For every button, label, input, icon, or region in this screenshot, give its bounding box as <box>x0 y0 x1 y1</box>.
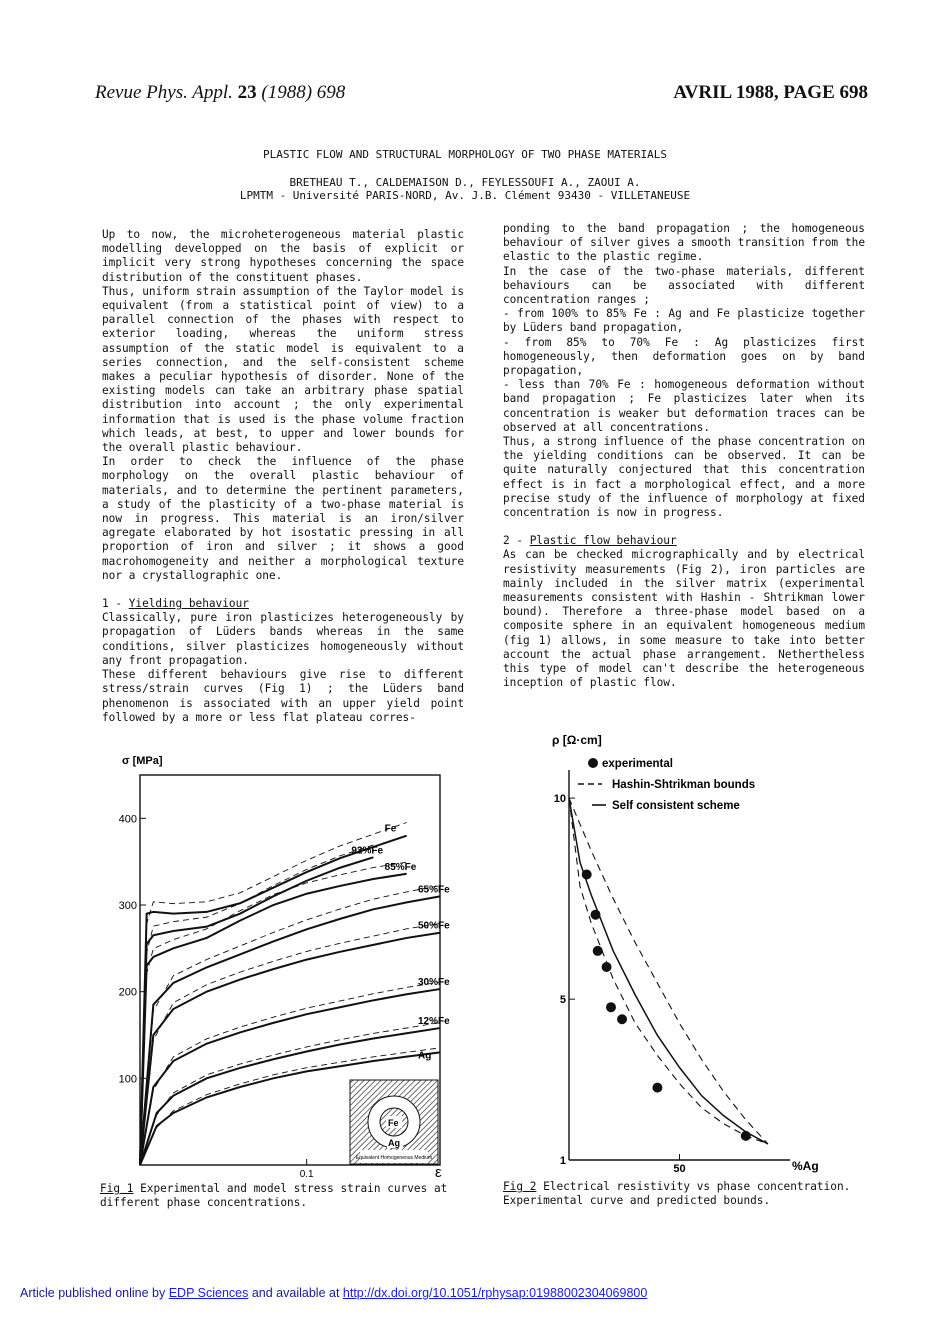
fig1-series-label: 65%Fe <box>418 884 450 896</box>
paragraph: In the case of the two-phase materials, different behaviours can be associated with different concentration ranges ; <box>503 264 865 307</box>
paragraph: Thus, a strong influence of the phase concentration on the yielding conditions can be observed. It can be quite naturally conjectured that this concentration effect is in fact a morphological effect, and a more precise study of the influence of morphology at fixed concentration is now in progress. <box>503 435 865 520</box>
fig2-y-axis-label: ρ [Ω·cm] <box>552 733 602 747</box>
paragraph: - from 85% to 70% Fe : Ag plasticizes first homogeneously, then deformation goes on by band propagation, <box>503 335 865 378</box>
fig1-series-label: 30%Fe <box>418 977 450 989</box>
fig2-y-tick-label: 10 <box>553 793 566 806</box>
paragraph: Up to now, the microheterogeneous material plastic modelling developped on the basis of explicit or implicit very strong hypotheses concerning the space distribution of the constituent phases. <box>102 228 464 284</box>
fig2-y-tick-label: 1 <box>559 1155 566 1167</box>
fig1-x-axis-label: ε <box>435 1164 442 1180</box>
journal-citation <box>95 82 345 104</box>
figure-1-caption: Fig 1 Experimental and model stress strain curves at different phase concentrations. <box>100 1182 448 1210</box>
paper-affiliation: LPMTM - Université PARIS-NORD, Av. J.B. Clément 93430 - VILLETANEUSE <box>239 189 691 202</box>
paper-authors: BRETHEAU T., CALDEMAISON D., FEYLESSOUFI A., ZAOUI A. <box>289 176 641 189</box>
fig2-data-point <box>741 1131 751 1141</box>
figure-2-resistivity-chart <box>540 730 840 1180</box>
edp-sciences-link[interactable]: EDP Sciences <box>168 1286 249 1300</box>
fig1-series-label: 12%Fe <box>418 1016 450 1028</box>
fig1-y-tick-label: 300 <box>118 900 137 912</box>
fig1-y-axis-label: σ [MPa] <box>122 755 163 767</box>
doi-link[interactable]: http://dx.doi.org/10.1051/rphysap:01988002304069800 <box>342 1286 648 1300</box>
fig1-x-tick-label: 0.1 <box>299 1169 314 1180</box>
inset-medium-label: Equivalent Homogeneous Medium <box>355 1155 433 1161</box>
fig2-data-point <box>602 962 612 972</box>
fig1-series-label: 50%Fe <box>418 920 450 932</box>
footer: Article published online by EDP Sciences and available at http://dx.doi.org/10.1051/rphysap:01988002304069800 <box>20 1286 648 1300</box>
journal-volume: 23 <box>237 82 257 103</box>
issue-date-page: AVRIL 1988, PAGE 698 <box>673 82 868 103</box>
fig2-x-axis-label: %Ag <box>792 1159 819 1173</box>
paragraph: Thus, uniform strain assumption of the Taylor model is equivalent (from a statistical point of view) to a parallel connection of the phases with respect to exterior loading, whereas the uniform stress assumption of the static model is equivalent to a series connection, and the self-consistent scheme makes a peculiar hypothesis of disorder. None of the existing models can take an arbitrary phase spatial distribution into account ; the only experimental information that is used is the phase volume fraction which leads, at best, to upper and lower bounds for the overall plastic behaviour. <box>102 284 464 455</box>
fig1-model-line <box>140 845 373 1165</box>
figure-2-caption: Fig 2 Electrical resistivity vs phase concentration. Experimental curve and predicted bounds. <box>503 1180 851 1208</box>
fig1-series-label: 85%Fe <box>384 861 417 873</box>
paragraph: - from 100% to 85% Fe : Ag and Fe plasticize together by Lüders band propagation, <box>503 307 865 335</box>
fig2-data-point <box>591 910 601 920</box>
fig1-series-label: Fe <box>384 823 397 835</box>
inset-fe-label: Fe <box>388 1118 399 1128</box>
legend-experimental: experimental <box>602 758 673 770</box>
fig1-y-tick-label: 200 <box>118 986 137 999</box>
legend-self-consistent: Self consistent scheme <box>612 800 740 812</box>
inset-ag-label: Ag <box>388 1138 400 1148</box>
fig1-series-label: Ag <box>418 1050 432 1062</box>
fig2-hs-upper-bound <box>569 798 768 1144</box>
paragraph: - less than 70% Fe : homogeneous deformation without band propagation ; Fe plasticizes later when its concentration is weaker but deformation traces can be observed at all concentrations. <box>503 378 865 434</box>
section-heading-2: 2 - Plastic flow behaviour <box>503 534 677 548</box>
fig2-hs-lower-bound <box>569 798 768 1144</box>
right-column <box>503 222 865 691</box>
paragraph: Classically, pure iron plasticizes heterogeneously by propagation of Lüders bands whereas in the same conditions, silver plasticizes homogeneously without any front propagation. <box>102 611 464 667</box>
fig2-x-tick-label: 50 <box>673 1163 686 1175</box>
fig2-data-point <box>582 870 592 880</box>
paragraph: These different behaviours give rise to different stress/strain curves (Fig 1) ; the Lüders band phenomenon is associated with an upper yield point followed by a more or less flat plateau corres- <box>102 668 464 724</box>
fig2-data-point <box>652 1083 662 1093</box>
legend-hashin-shtrikman: Hashin-Shtrikman bounds <box>612 779 756 791</box>
fig2-y-tick-label: 5 <box>559 994 566 1007</box>
left-column <box>102 228 464 725</box>
paragraph: In order to check the influence of the phase morphology on the overall plastic behaviour of materials, and to determine the pertinent parameters, a study of the plasticity of a two-phase material is now in progress. This material is an iron/silver agregate elaborated by hot isostatic pressing in all proportion of iron and silver ; it shows a good macrohomogeneity and neither a morphological texture nor a crystallographic one. <box>102 455 464 582</box>
fig1-series-label: 92%Fe <box>351 845 384 857</box>
journal-year-page: (1988) 698 <box>261 82 346 103</box>
fig1-y-tick-label: 400 <box>118 813 137 826</box>
fig2-data-point <box>606 1002 616 1012</box>
fig1-inset-composite-sphere <box>350 1080 438 1164</box>
fig1-y-tick-label: 100 <box>118 1073 137 1086</box>
paper-title: PLASTIC FLOW AND STRUCTURAL MORPHOLOGY OF TWO PHASE MATERIALS <box>263 148 667 161</box>
figure-1-stress-strain-chart <box>100 750 460 1180</box>
fig2-data-point <box>593 946 603 956</box>
fig2-data-point <box>617 1014 627 1024</box>
journal-name: Revue Phys. Appl. <box>95 82 233 103</box>
fig2-legend <box>578 758 755 812</box>
paragraph: ponding to the band propagation ; the homogeneous behaviour of silver gives a smooth transition from the elastic to the plastic regime. <box>503 222 865 264</box>
fig1-series-line <box>140 857 373 1165</box>
section-heading-1: 1 - Yielding behaviour <box>102 597 249 611</box>
paragraph: As can be checked micrographically and by electrical resistivity measurements (Fig 2), iron particles are mainly included in the silver matrix (experimental measurements consistent with Hashin - Shtrikman lower bound). Therefore a three-phase model based on a composite sphere in an equivalent homogeneous medium (fig 1) allows, in some measure to take into better account the actual phase arrangement. Nethertheless this type of model can't describe the heterogeneous inception of plastic flow. <box>503 548 865 690</box>
fig2-self-consistent-curve <box>569 798 768 1144</box>
